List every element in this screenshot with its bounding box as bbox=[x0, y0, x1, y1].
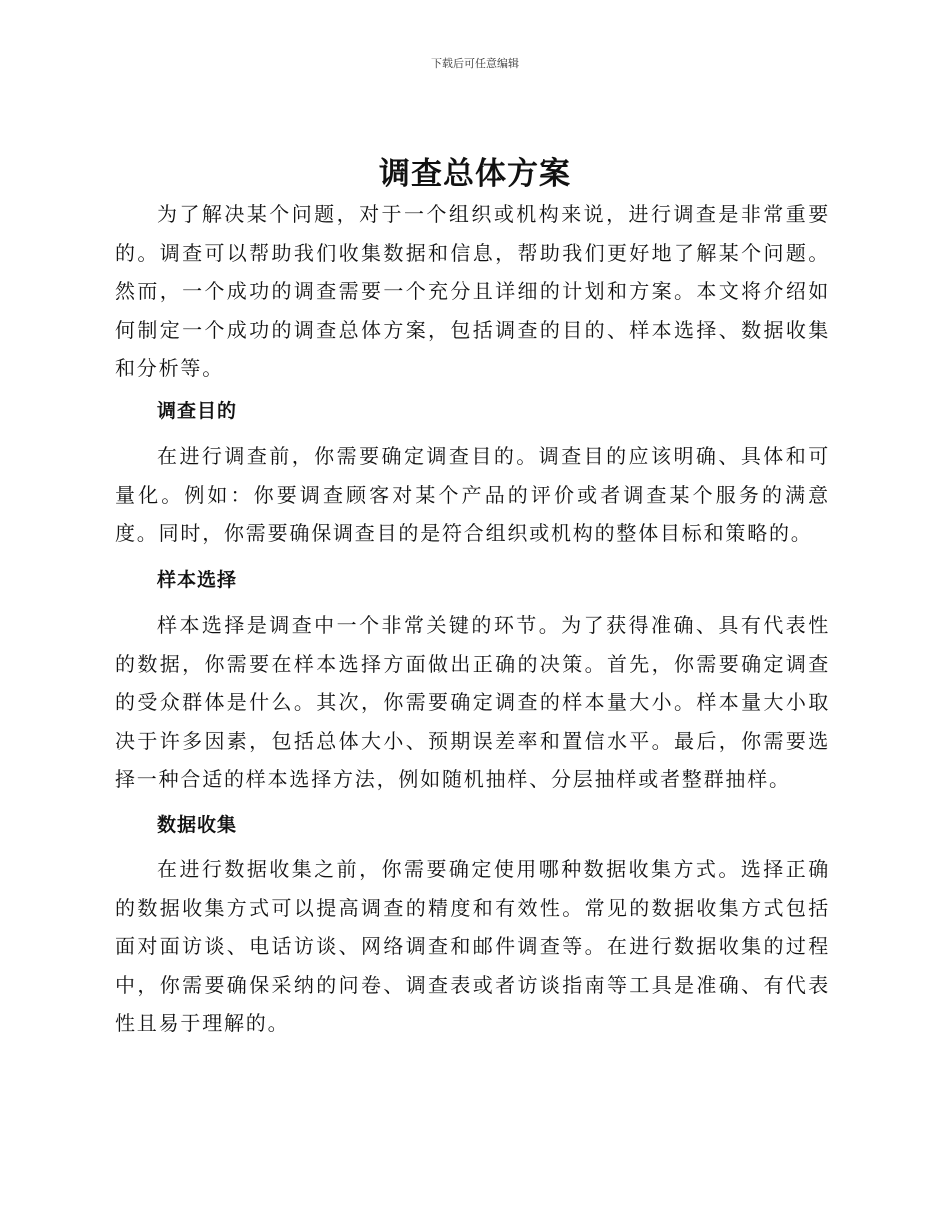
section-paragraph-purpose: 在进行调查前，你需要确定调查目的。调查目的应该明确、具体和可量化。例如：你要调查顾客对某个产品的评价或者调查某个服务的满意度。同时，你需要确保调查目的是符合组织或机构的整体目标和策略的。 bbox=[115, 444, 830, 545]
section-paragraph-data-collection: 在进行数据收集之前，你需要确定使用哪种数据收集方式。选择正确的数据收集方式可以提高调查的精度和有效性。常见的数据收集方式包括面对面访谈、电话访谈、网络调查和邮件调查等。在进行数据收集的过程中，你需要确保采纳的问卷、调查表或者访谈指南等工具是准确、有代表性且易于理解的。 bbox=[115, 857, 830, 1035]
section-purpose bbox=[115, 437, 830, 553]
section-paragraph-sampling: 样本选择是调查中一个非常关键的环节。为了获得准确、具有代表性的数据，你需要在样本选择方面做出正确的决策。首先，你需要确定调查的受众群体是什么。其次，你需要确定调查的样本量大小。样本量大小取决于许多因素，包括总体大小、预期误差率和置信水平。最后，你需要选择一种合适的样本选择方法，例如随机抽样、分层抽样或者整群抽样。 bbox=[115, 613, 830, 791]
section-heading-purpose: 调查目的 bbox=[157, 400, 238, 422]
section-sampling bbox=[115, 606, 830, 799]
section-heading-data-collection: 数据收集 bbox=[157, 814, 238, 836]
header-note: 下载后可任意编辑 bbox=[431, 57, 519, 70]
intro-block bbox=[115, 195, 830, 388]
section-heading-sampling: 样本选择 bbox=[157, 569, 238, 591]
intro-paragraph: 为了解决某个问题，对于一个组织或机构来说，进行调查是非常重要的。调查可以帮助我们收集数据和信息，帮助我们更好地了解某个问题。然而，一个成功的调查需要一个充分且详细的计划和方案。本文将介绍如何制定一个成功的调查总体方案，包括调查的目的、样本选择、数据收集和分析等。 bbox=[115, 202, 830, 380]
section-data-collection bbox=[115, 850, 830, 1043]
document-title: 调查总体方案 bbox=[379, 156, 571, 192]
